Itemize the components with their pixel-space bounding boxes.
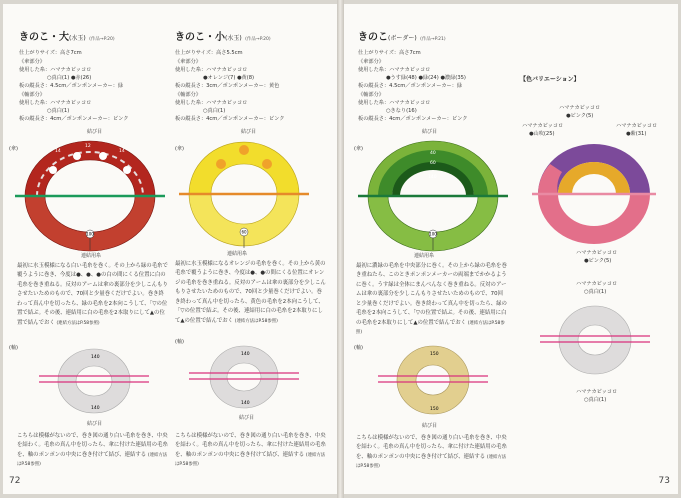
- small-stem-description: こちらは模様がないので、巻き図の通り白い毛糸を巻き、中央を結わく。毛糸の真ん中を切ったら、傘に付けた連結用の毛糸を、軸のポンポンの中央に巻き付けて結び、連結する (連結方法はP.58参照): [175, 433, 326, 468]
- border-fig-stem-label: (軸): [354, 345, 363, 351]
- border-stem-hole: [416, 365, 450, 395]
- small-cap-description: 最初に水玉模様になるオレンジの毛糸を巻く。その上から黄の毛糸で覆うように巻き、今度は●、●の間にくる位置にオレンジの毛糸を巻き重ねる。反対のアームは傘の裏部分を少しこんもりさせたいためのもので、70回と少量巻くだけでよい。巻き終わって真ん中を切ったら、黄色の毛糸を2本向こうして、「▽の位置で結ぶ。その後、連結用に白の毛糸を2本取りにして▲の位置で結んでおく (連結方法はP.58参照): [175, 261, 326, 324]
- large-cap-yarn: 使用した糸：ハマナカピッコロ: [19, 66, 92, 73]
- large-cap-dot: [49, 166, 57, 174]
- small-knot-top: 結び目: [241, 129, 257, 135]
- small-stem-count-top: 140: [241, 352, 250, 357]
- small-title: きのこ・小(水玉) (作品→P.20): [175, 32, 271, 43]
- border-cap-count: 60: [430, 161, 436, 166]
- variation-cap-bottom-color: ●ピンク(5): [584, 258, 612, 264]
- variation-stem-diagram: [540, 300, 650, 380]
- large-cap-dot: [123, 166, 131, 174]
- large-stem-hole: [76, 366, 112, 396]
- border-size: 仕上がりサイズ：高さ7cm: [358, 49, 421, 56]
- small-connect-yarn: 連結用糸: [227, 251, 248, 257]
- large-cap-top-arm: [25, 141, 155, 196]
- small-cap-yarn: 使用した糸：ハマナカピッコロ: [175, 66, 248, 73]
- variation-cap-bottom-arm: [538, 194, 650, 244]
- border-title: きのこ(ボーダー) (作品→P.21): [358, 32, 446, 43]
- variation-title: 【色バリエーション】: [520, 76, 580, 83]
- large-fig-stem-label: (軸): [9, 345, 18, 351]
- border-stem-diagram: [378, 342, 488, 418]
- border-stem-board: 板の縦長さ：4cm／ポンポンメーカー：ピンク: [358, 116, 468, 122]
- page-number-left: 72: [9, 476, 21, 486]
- large-stem-count-bottom: 140: [91, 406, 100, 411]
- variation-stem-hole: [578, 325, 612, 355]
- small-cap-colors: ●オレンジ(7) ●黄(8): [203, 74, 255, 81]
- large-spec-block: [19, 30, 169, 123]
- border-cap-yarn: 使用した糸：ハマナカピッコロ: [358, 66, 431, 73]
- variation-cap-left-brand: ハマナカピッコロ: [522, 123, 564, 129]
- book-gutter: [337, 0, 344, 498]
- large-stem-board: 板の縦長さ：4cm／ポンポンメーカー：ピンク: [19, 116, 129, 122]
- border-stem-count-bottom: 150: [430, 407, 439, 412]
- large-fig-cap-label: (傘): [9, 146, 18, 152]
- small-stem-count-bottom: 140: [241, 401, 250, 406]
- variation-stem-top-brand: ハマナカピッコロ: [576, 281, 618, 287]
- border-knot-bottom: 結び目: [422, 423, 438, 429]
- small-cap-dot: [239, 145, 249, 155]
- variation-cap-right-color: ●紫(31): [626, 131, 647, 137]
- small-stem-diagram: [189, 342, 299, 412]
- small-cap-diagram: [179, 136, 309, 251]
- small-cap-header: 《傘部分》: [175, 58, 201, 65]
- large-cap-header: 《傘部分》: [19, 58, 45, 65]
- large-stem-yarn: 使用した糸：ハマナカピッコロ: [19, 99, 92, 106]
- large-stem-description: こちらは模様がないので、巻き図の通り白い毛糸を巻き、中央を結わく。毛糸の真ん中を切ったら、傘に付けた連結用の毛糸を、軸のポンポンの中央に巻き付けて結び、連結する (連結方法はP.58参照): [17, 433, 168, 468]
- large-cap-description: 最初に水玉模様になる白い毛糸を巻く。その上から緑の毛糸で覆うように巻き、今度は●、●、●の白の間にくる位置に白の毛糸を巻き重ねる。反対のアームは傘の裏部分を少しこんもりさせたいためのもので、70回と少量巻くだけでよい。巻き終わって真ん中を切ったら、緑の毛糸を2本向こうして、「▽の位置で結ぶ。その後、連結用に白の毛糸を2本取りにして▲の位置で結んでおく (連結方法はP.58参照): [17, 263, 168, 326]
- variation-cap-right-brand: ハマナカピッコロ: [616, 123, 658, 129]
- border-stem-header: 《軸部分》: [358, 91, 384, 98]
- border-cap-description: 最初に濃緑の毛糸を中央部分に巻く。その上から緑の毛糸を巻き重ねたら、このときポンポンメーカーの両端までかかるように巻く。うす緑は全体にまんべんなく巻き重ねる。反対のアームは傘の裏部分を少しこんもりさせたいためのもので、70回と少量巻くだけでよい。巻き終わって真ん中を切ったら、緑の毛糸を2本向こうして、「▽の位置で結ぶ。その後、連結用に白の毛糸を2本取りにして▲の位置で結んでおく (連結方法はP.58参照): [356, 263, 507, 336]
- left-page: [3, 4, 337, 494]
- border-stem-description: こちらは模様がないので、巻き図の通り白い毛糸を巻き、中央を結わく。毛糸の真ん中を切ったら、傘に付けた連結用の毛糸を、軸のポンポンの中央に巻き付けて結び、連結する (連結方法はP.58参照): [356, 435, 507, 470]
- border-connect-yarn: 連結用糸: [414, 253, 435, 259]
- large-title: きのこ・大(水玉) (作品→P.20): [19, 32, 115, 43]
- small-cap-count: 60: [241, 229, 247, 235]
- small-size: 仕上がりサイズ：高さ5.5cm: [175, 49, 243, 56]
- variation-cap-top-color: ●ピンク(5): [566, 113, 594, 119]
- large-size: 仕上がりサイズ：高さ7cm: [19, 49, 82, 56]
- border-spec-block: [358, 30, 508, 123]
- large-stem-diagram: [39, 346, 149, 416]
- large-stem-colors: ○真白(1): [47, 107, 70, 114]
- large-knot-top: 結び目: [87, 129, 103, 135]
- large-stem-count-top: 140: [91, 355, 100, 360]
- large-cap-board: 板の縦長さ：4.5cm／ポンポンメーカー：緑: [19, 82, 124, 89]
- small-stem-yarn: 使用した糸：ハマナカピッコロ: [175, 99, 248, 106]
- border-stem-count-top: 150: [430, 352, 439, 357]
- large-knot-bottom: 結び目: [87, 421, 103, 427]
- border-knot-top: 結び目: [422, 129, 438, 135]
- border-cap-count: 40: [430, 151, 436, 156]
- large-cap-count: 14: [119, 149, 125, 154]
- large-cap-dot: [99, 152, 107, 160]
- variation-cap-diagram: [532, 138, 656, 248]
- variation-stem-bottom-color: ○真白(1): [584, 397, 607, 403]
- page-number-right: 73: [658, 476, 670, 486]
- large-cap-dot: [73, 152, 81, 160]
- small-stem-board: 板の縦長さ：4cm／ポンポンメーカー：ピンク: [175, 116, 285, 122]
- large-cap-count: 14: [55, 149, 61, 154]
- right-page: [344, 4, 678, 494]
- variation-stem-bottom-brand: ハマナカピッコロ: [576, 389, 618, 395]
- border-cap-count: 140: [428, 175, 437, 180]
- small-cap-dot: [216, 159, 226, 169]
- border-fig-cap-label: (傘): [354, 146, 363, 152]
- large-cap-colors: ○真白(1) ●赤(26): [47, 74, 92, 81]
- border-cap-count-100: 100: [429, 231, 437, 237]
- small-cap-board: 板の縦長さ：3cm／ポンポンメーカー：黄色: [175, 82, 280, 89]
- small-spec-block: [175, 30, 325, 123]
- small-fig-stem-label: (軸): [175, 339, 184, 345]
- border-cap-colors: ●うす緑(48) ●緑(24) ●濃緑(35): [386, 74, 466, 81]
- large-stem-header: 《軸部分》: [19, 91, 45, 98]
- variation-cap-top-brand: ハマナカピッコロ: [559, 105, 601, 111]
- small-fig-cap-label: (傘): [175, 146, 184, 152]
- small-stem-hole: [227, 363, 261, 391]
- border-stem-colors: ○きなり(16): [386, 107, 417, 114]
- variation-cap-bottom-brand: ハマナカピッコロ: [576, 250, 618, 256]
- small-stem-colors: ○真白(1): [203, 107, 226, 114]
- border-stem-yarn: 使用した糸：ハマナカピッコロ: [358, 99, 431, 106]
- small-stem-header: 《軸部分》: [175, 91, 201, 98]
- border-cap-board: 板の縦長さ：4.5cm／ポンポンメーカー：緑: [358, 82, 463, 89]
- large-cap-diagram: [15, 134, 165, 254]
- large-cap-count: 12: [85, 144, 91, 149]
- small-knot-bottom: 結び目: [239, 415, 255, 421]
- variation-cap-left-color: ●山吹(25): [529, 131, 555, 137]
- variation-stem-top-color: ○真白(1): [584, 289, 607, 295]
- large-cap-count-100: 100: [86, 231, 94, 237]
- small-cap-dot: [262, 159, 272, 169]
- large-connect-yarn: 連結用糸: [81, 253, 102, 259]
- border-cap-header: 《傘部分》: [358, 58, 384, 65]
- border-cap-diagram: [358, 134, 508, 254]
